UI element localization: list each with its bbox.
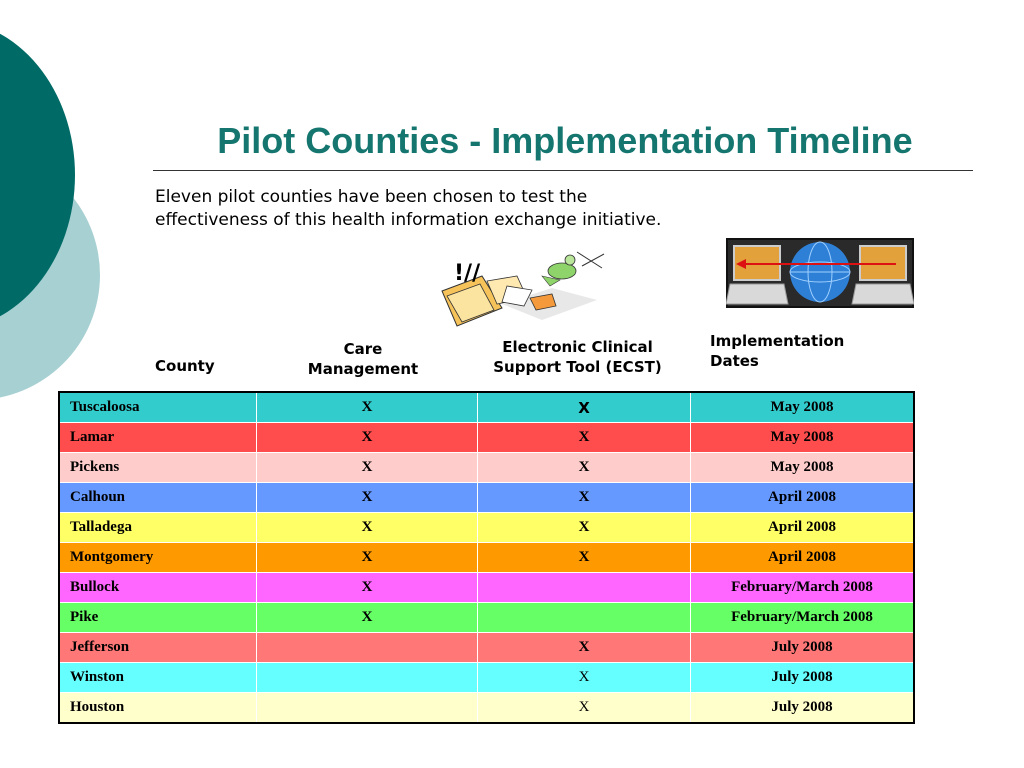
care-cell: X bbox=[257, 453, 478, 483]
ecst-cell: X bbox=[478, 423, 691, 453]
care-cell: X bbox=[257, 483, 478, 513]
ecst-cell: X bbox=[478, 513, 691, 543]
care-header-line-2: Management bbox=[307, 360, 419, 378]
ecst-cell: X bbox=[478, 543, 691, 573]
date-cell: July 2008 bbox=[691, 633, 915, 663]
table-row bbox=[59, 663, 914, 693]
ecst-cell bbox=[478, 573, 691, 603]
computers-globe-exchange-icon bbox=[726, 238, 914, 308]
care-cell: X bbox=[257, 392, 478, 423]
ecst-cell: X bbox=[478, 633, 691, 663]
date-cell: April 2008 bbox=[691, 513, 915, 543]
column-header-implementation-dates bbox=[710, 331, 880, 371]
care-cell: X bbox=[257, 513, 478, 543]
county-cell: Pike bbox=[59, 603, 257, 633]
date-cell: July 2008 bbox=[691, 663, 915, 693]
dates-header-line-2: Dates bbox=[710, 352, 759, 370]
date-cell: May 2008 bbox=[691, 423, 915, 453]
ecst-cell: X bbox=[478, 392, 691, 423]
table-row bbox=[59, 573, 914, 603]
slide-title: Pilot Counties - Implementation Timeline bbox=[217, 120, 913, 161]
date-cell: May 2008 bbox=[691, 392, 915, 423]
ecst-cell: X bbox=[478, 453, 691, 483]
ecst-header-line-2: Support Tool (ECST) bbox=[493, 358, 662, 376]
table-row bbox=[59, 392, 914, 423]
table-row bbox=[59, 453, 914, 483]
care-cell bbox=[257, 633, 478, 663]
county-cell: Winston bbox=[59, 663, 257, 693]
table-row bbox=[59, 633, 914, 663]
title-divider bbox=[153, 170, 973, 171]
table-row bbox=[59, 543, 914, 573]
intro-line-1: Eleven pilot counties have been chosen to test the bbox=[155, 187, 588, 207]
county-cell: Bullock bbox=[59, 573, 257, 603]
table-row bbox=[59, 603, 914, 633]
intro-line-2: effectiveness of this health information exchange initiative. bbox=[155, 210, 662, 230]
county-cell: Talladega bbox=[59, 513, 257, 543]
care-cell: X bbox=[257, 543, 478, 573]
county-cell: Montgomery bbox=[59, 543, 257, 573]
care-cell: X bbox=[257, 573, 478, 603]
care-cell bbox=[257, 693, 478, 724]
table-row bbox=[59, 483, 914, 513]
ecst-cell: X bbox=[478, 663, 691, 693]
column-header-ecst bbox=[475, 337, 680, 377]
ecst-cell bbox=[478, 603, 691, 633]
county-cell: Pickens bbox=[59, 453, 257, 483]
ecst-cell: X bbox=[478, 693, 691, 724]
county-cell: Houston bbox=[59, 693, 257, 724]
care-cell: X bbox=[257, 423, 478, 453]
county-cell: Calhoun bbox=[59, 483, 257, 513]
date-cell: May 2008 bbox=[691, 453, 915, 483]
county-cell: Tuscaloosa bbox=[59, 392, 257, 423]
care-cell: X bbox=[257, 603, 478, 633]
date-cell: April 2008 bbox=[691, 483, 915, 513]
date-cell: February/March 2008 bbox=[691, 603, 915, 633]
table-row bbox=[59, 513, 914, 543]
pilot-counties-table bbox=[58, 391, 915, 724]
intro-text bbox=[155, 186, 775, 232]
svg-text:!//: !// bbox=[454, 261, 481, 286]
column-header-county: County bbox=[155, 357, 215, 375]
ecst-cell: X bbox=[478, 483, 691, 513]
table-row bbox=[59, 693, 914, 724]
care-header-line-1: Care bbox=[343, 340, 383, 358]
county-cell: Lamar bbox=[59, 423, 257, 453]
ecst-header-line-1: Electronic Clinical bbox=[502, 338, 653, 356]
date-cell: July 2008 bbox=[691, 693, 915, 724]
care-cell bbox=[257, 663, 478, 693]
date-cell: February/March 2008 bbox=[691, 573, 915, 603]
dates-header-line-1: Implementation bbox=[710, 332, 845, 350]
date-cell: April 2008 bbox=[691, 543, 915, 573]
documents-flying-clipart-icon bbox=[432, 246, 607, 338]
county-cell: Jefferson bbox=[59, 633, 257, 663]
table-row bbox=[59, 423, 914, 453]
column-header-care-management bbox=[290, 339, 436, 379]
